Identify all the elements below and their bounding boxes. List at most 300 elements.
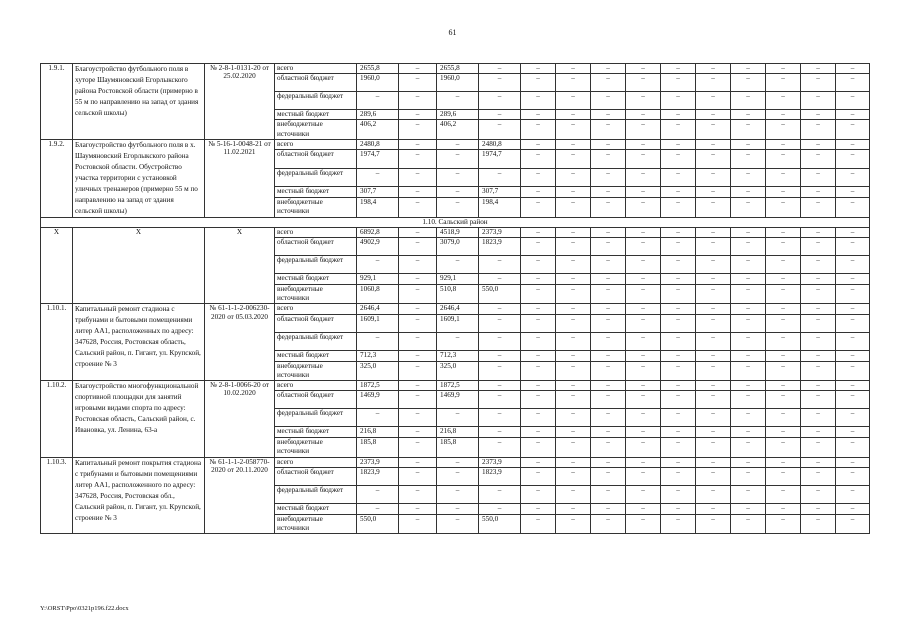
value-cell: – — [479, 438, 521, 457]
value-cell: – — [661, 92, 696, 110]
value-cell: – — [556, 74, 591, 92]
value-cell: – — [437, 409, 479, 427]
value-cell: – — [521, 514, 556, 533]
value-cell: 185,8 — [357, 438, 399, 457]
value-cell: – — [399, 256, 437, 274]
value-cell: – — [661, 64, 696, 74]
value-cell: – — [556, 238, 591, 256]
value-cell: – — [626, 438, 661, 457]
value-cell: – — [591, 438, 626, 457]
value-cell: – — [696, 350, 731, 361]
value-cell: – — [836, 314, 870, 332]
value-cell: 1974,7 — [357, 150, 399, 169]
value-cell: – — [801, 110, 836, 120]
value-cell: – — [801, 187, 836, 197]
funding-source: федеральный бюджет — [275, 409, 357, 427]
value-cell: – — [479, 391, 521, 409]
value-cell: – — [661, 314, 696, 332]
value-cell: – — [661, 427, 696, 438]
value-cell: – — [766, 187, 801, 197]
value-cell: – — [731, 391, 766, 409]
value-cell: – — [766, 197, 801, 217]
value-cell: – — [556, 514, 591, 533]
value-cell: 550,0 — [479, 285, 521, 304]
value-cell: – — [801, 197, 836, 217]
value-cell: – — [521, 64, 556, 74]
value-cell: – — [731, 438, 766, 457]
value-cell: – — [836, 256, 870, 274]
value-cell: – — [556, 438, 591, 457]
value-cell: – — [591, 187, 626, 197]
value-cell: – — [399, 74, 437, 92]
value-cell: – — [696, 120, 731, 139]
value-cell: – — [696, 514, 731, 533]
value-cell: – — [661, 139, 696, 149]
funding-source: местный бюджет — [275, 427, 357, 438]
value-cell: – — [591, 238, 626, 256]
value-cell: – — [556, 187, 591, 197]
value-cell: – — [661, 168, 696, 187]
value-cell: – — [556, 485, 591, 503]
value-cell: – — [626, 110, 661, 120]
value-cell: – — [801, 314, 836, 332]
value-cell: – — [731, 256, 766, 274]
value-cell: – — [521, 150, 556, 169]
item-name: Х — [73, 227, 205, 304]
value-cell: – — [591, 304, 626, 314]
value-cell: – — [357, 409, 399, 427]
value-cell: – — [556, 92, 591, 110]
value-cell: 2655,8 — [357, 64, 399, 74]
value-cell: – — [766, 227, 801, 237]
value-cell: 6892,8 — [357, 227, 399, 237]
value-cell: – — [556, 110, 591, 120]
value-cell: – — [399, 503, 437, 514]
value-cell: – — [357, 256, 399, 274]
value-cell: – — [521, 467, 556, 485]
row-number: 1.10.2. — [41, 381, 73, 458]
funding-source: внебюджетные источники — [275, 361, 357, 380]
value-cell: – — [731, 485, 766, 503]
value-cell: – — [766, 110, 801, 120]
value-cell: – — [626, 314, 661, 332]
value-cell: – — [766, 485, 801, 503]
value-cell: – — [801, 485, 836, 503]
item-name: Благоустройство футбольного поля в хуторе Шаумяновский Егорлыкского района Ростовской области (примерно в 55 м по направлению на запад от здания сельской школы) — [73, 64, 205, 140]
value-cell: – — [801, 503, 836, 514]
value-cell: – — [696, 74, 731, 92]
value-cell: – — [696, 457, 731, 467]
document-ref: № 61-1-1-2-058770-2020 от 20.11.2020 — [205, 457, 275, 534]
table-row — [41, 457, 870, 467]
value-cell: – — [591, 381, 626, 391]
value-cell: – — [696, 187, 731, 197]
value-cell: 550,0 — [479, 514, 521, 533]
value-cell: – — [357, 168, 399, 187]
value-cell: – — [437, 168, 479, 187]
funding-source: областной бюджет — [275, 238, 357, 256]
value-cell: – — [591, 485, 626, 503]
value-cell: – — [696, 92, 731, 110]
funding-source: областной бюджет — [275, 74, 357, 92]
value-cell: – — [801, 274, 836, 285]
value-cell: – — [556, 197, 591, 217]
value-cell: – — [556, 467, 591, 485]
funding-source: федеральный бюджет — [275, 256, 357, 274]
value-cell: – — [626, 304, 661, 314]
value-cell: – — [836, 350, 870, 361]
value-cell: – — [521, 314, 556, 332]
value-cell: 2655,8 — [437, 64, 479, 74]
value-cell: – — [766, 503, 801, 514]
value-cell: – — [696, 314, 731, 332]
value-cell: – — [661, 438, 696, 457]
document-ref: № 2-8-1-0131-20 от 25.02.2020 — [205, 64, 275, 140]
value-cell: – — [399, 361, 437, 380]
value-cell: 4902,9 — [357, 238, 399, 256]
value-cell: – — [399, 457, 437, 467]
table-row — [41, 381, 870, 391]
value-cell: 1060,8 — [357, 285, 399, 304]
value-cell: – — [399, 304, 437, 314]
value-cell: – — [591, 514, 626, 533]
funding-source: местный бюджет — [275, 274, 357, 285]
value-cell: – — [521, 381, 556, 391]
value-cell: – — [556, 150, 591, 169]
value-cell: – — [591, 314, 626, 332]
funding-source: федеральный бюджет — [275, 92, 357, 110]
value-cell: – — [556, 139, 591, 149]
value-cell: – — [591, 120, 626, 139]
value-cell: – — [836, 391, 870, 409]
value-cell: – — [521, 350, 556, 361]
value-cell: – — [357, 92, 399, 110]
value-cell: – — [731, 74, 766, 92]
page-number: 61 — [448, 28, 457, 37]
value-cell: – — [801, 285, 836, 304]
value-cell: – — [696, 381, 731, 391]
value-cell: – — [591, 391, 626, 409]
value-cell: – — [696, 438, 731, 457]
value-cell: – — [766, 438, 801, 457]
value-cell: – — [591, 64, 626, 74]
value-cell: – — [766, 120, 801, 139]
value-cell: – — [479, 485, 521, 503]
value-cell: – — [731, 150, 766, 169]
value-cell: – — [521, 391, 556, 409]
value-cell: – — [801, 139, 836, 149]
value-cell: – — [661, 274, 696, 285]
value-cell: – — [479, 381, 521, 391]
value-cell: – — [479, 168, 521, 187]
value-cell: – — [626, 381, 661, 391]
row-number: 1.10.3. — [41, 457, 73, 534]
value-cell: – — [836, 168, 870, 187]
value-cell: – — [626, 485, 661, 503]
value-cell: – — [591, 285, 626, 304]
value-cell: – — [766, 238, 801, 256]
value-cell: 712,3 — [357, 350, 399, 361]
value-cell: – — [801, 256, 836, 274]
value-cell: – — [399, 438, 437, 457]
value-cell: 2480,8 — [479, 139, 521, 149]
value-cell: – — [661, 256, 696, 274]
value-cell: – — [801, 514, 836, 533]
funding-source: областной бюджет — [275, 391, 357, 409]
value-cell: 307,7 — [479, 187, 521, 197]
funding-table — [40, 63, 870, 534]
value-cell: – — [731, 238, 766, 256]
item-name: Капитальный ремонт стадиона с трибунами и бытовыми помещениями литер АА1, расположенных по адресу: 347628, Россия, Ростовская область, Сальский район, п. Гигант, ул. Крупской, строение № 3 — [73, 304, 205, 381]
value-cell: – — [591, 503, 626, 514]
value-cell: – — [521, 120, 556, 139]
value-cell: – — [437, 485, 479, 503]
value-cell: – — [626, 457, 661, 467]
value-cell: 289,6 — [357, 110, 399, 120]
value-cell: – — [731, 427, 766, 438]
value-cell: – — [626, 467, 661, 485]
value-cell: – — [731, 274, 766, 285]
funding-source: областной бюджет — [275, 467, 357, 485]
funding-source: внебюджетные источники — [275, 197, 357, 217]
value-cell: – — [521, 304, 556, 314]
value-cell: 2373,9 — [357, 457, 399, 467]
funding-source: всего — [275, 457, 357, 467]
value-cell: – — [696, 238, 731, 256]
value-cell: – — [836, 227, 870, 237]
value-cell: – — [399, 285, 437, 304]
value-cell: – — [556, 409, 591, 427]
value-cell: – — [591, 110, 626, 120]
value-cell: 1872,5 — [437, 381, 479, 391]
value-cell: – — [801, 409, 836, 427]
value-cell: – — [479, 350, 521, 361]
value-cell: – — [437, 187, 479, 197]
value-cell: – — [801, 381, 836, 391]
value-cell: – — [731, 514, 766, 533]
value-cell: – — [836, 150, 870, 169]
value-cell: – — [591, 361, 626, 380]
value-cell: – — [766, 150, 801, 169]
value-cell: – — [591, 467, 626, 485]
value-cell: – — [766, 139, 801, 149]
funding-source: местный бюджет — [275, 110, 357, 120]
value-cell: 216,8 — [357, 427, 399, 438]
value-cell: – — [556, 391, 591, 409]
value-cell: – — [836, 110, 870, 120]
value-cell: – — [696, 503, 731, 514]
value-cell: – — [766, 381, 801, 391]
value-cell: – — [836, 381, 870, 391]
value-cell: – — [696, 274, 731, 285]
value-cell: – — [661, 381, 696, 391]
value-cell: – — [591, 332, 626, 350]
value-cell: – — [556, 457, 591, 467]
value-cell: – — [556, 503, 591, 514]
value-cell: – — [836, 514, 870, 533]
value-cell: – — [836, 427, 870, 438]
value-cell: – — [661, 361, 696, 380]
value-cell: – — [731, 304, 766, 314]
value-cell: – — [437, 503, 479, 514]
value-cell: – — [591, 74, 626, 92]
value-cell: – — [661, 285, 696, 304]
value-cell: 406,2 — [437, 120, 479, 139]
value-cell: – — [591, 227, 626, 237]
value-cell: – — [766, 304, 801, 314]
value-cell: – — [521, 438, 556, 457]
value-cell: – — [801, 150, 836, 169]
value-cell: – — [696, 64, 731, 74]
value-cell: – — [836, 92, 870, 110]
value-cell: – — [661, 467, 696, 485]
funding-source: внебюджетные источники — [275, 120, 357, 139]
value-cell: 406,2 — [357, 120, 399, 139]
value-cell: – — [801, 350, 836, 361]
funding-source: федеральный бюджет — [275, 168, 357, 187]
value-cell: – — [661, 485, 696, 503]
value-cell: 307,7 — [357, 187, 399, 197]
value-cell: – — [696, 150, 731, 169]
value-cell: – — [399, 514, 437, 533]
value-cell: – — [479, 64, 521, 74]
value-cell: – — [731, 503, 766, 514]
value-cell: 929,1 — [357, 274, 399, 285]
value-cell: – — [836, 457, 870, 467]
value-cell: – — [696, 391, 731, 409]
value-cell: – — [731, 409, 766, 427]
value-cell: 2373,9 — [479, 457, 521, 467]
value-cell: – — [626, 409, 661, 427]
table-row — [41, 139, 870, 149]
value-cell: – — [479, 256, 521, 274]
value-cell: 2646,4 — [437, 304, 479, 314]
value-cell: 216,8 — [437, 427, 479, 438]
table-row — [41, 304, 870, 314]
value-cell: – — [696, 485, 731, 503]
value-cell: – — [766, 256, 801, 274]
value-cell: – — [626, 503, 661, 514]
value-cell: – — [626, 64, 661, 74]
value-cell: – — [626, 150, 661, 169]
funding-source: внебюджетные источники — [275, 285, 357, 304]
value-cell: 1609,1 — [437, 314, 479, 332]
value-cell: – — [626, 391, 661, 409]
document-ref: № 2-8-1-0066-20 от 10.02.2020 — [205, 381, 275, 458]
value-cell: – — [696, 110, 731, 120]
value-cell: – — [479, 503, 521, 514]
value-cell: – — [626, 120, 661, 139]
value-cell: – — [591, 139, 626, 149]
value-cell: – — [626, 332, 661, 350]
value-cell: – — [626, 168, 661, 187]
value-cell: – — [479, 92, 521, 110]
value-cell: – — [521, 503, 556, 514]
value-cell: – — [766, 391, 801, 409]
value-cell: – — [556, 168, 591, 187]
value-cell: – — [766, 314, 801, 332]
value-cell: 1960,0 — [437, 74, 479, 92]
value-cell: – — [626, 238, 661, 256]
value-cell: – — [556, 227, 591, 237]
value-cell: – — [661, 391, 696, 409]
value-cell: – — [731, 187, 766, 197]
value-cell: – — [591, 168, 626, 187]
value-cell: – — [556, 285, 591, 304]
section-title: 1.10. Сальский район — [41, 217, 870, 227]
value-cell: – — [521, 168, 556, 187]
value-cell: – — [399, 227, 437, 237]
value-cell: – — [357, 332, 399, 350]
value-cell: 2646,4 — [357, 304, 399, 314]
value-cell: – — [696, 427, 731, 438]
value-cell: – — [696, 285, 731, 304]
value-cell: – — [836, 285, 870, 304]
value-cell: – — [626, 274, 661, 285]
value-cell: 325,0 — [437, 361, 479, 380]
value-cell: – — [766, 92, 801, 110]
value-cell: 550,0 — [357, 514, 399, 533]
footer-file-path: Y:\ORST\Ppo\0321p196.f22.docx — [40, 605, 129, 612]
value-cell: – — [661, 238, 696, 256]
value-cell: – — [591, 92, 626, 110]
value-cell: – — [696, 139, 731, 149]
value-cell: – — [696, 197, 731, 217]
value-cell: 198,4 — [357, 197, 399, 217]
value-cell: – — [591, 274, 626, 285]
value-cell: – — [399, 467, 437, 485]
value-cell: – — [479, 274, 521, 285]
value-cell: – — [556, 120, 591, 139]
value-cell: – — [399, 197, 437, 217]
value-cell: – — [731, 381, 766, 391]
funding-source: внебюджетные источники — [275, 514, 357, 533]
value-cell: 185,8 — [437, 438, 479, 457]
value-cell: – — [836, 64, 870, 74]
value-cell: – — [591, 150, 626, 169]
value-cell: – — [731, 110, 766, 120]
value-cell: – — [626, 427, 661, 438]
value-cell: – — [556, 381, 591, 391]
value-cell: – — [731, 457, 766, 467]
value-cell: – — [836, 197, 870, 217]
value-cell: – — [556, 314, 591, 332]
value-cell: – — [696, 168, 731, 187]
value-cell: – — [661, 74, 696, 92]
value-cell: – — [836, 274, 870, 285]
value-cell: – — [626, 285, 661, 304]
value-cell: – — [661, 120, 696, 139]
value-cell: – — [521, 227, 556, 237]
value-cell: – — [399, 274, 437, 285]
value-cell: – — [521, 274, 556, 285]
value-cell: – — [521, 457, 556, 467]
value-cell: – — [479, 361, 521, 380]
value-cell: – — [479, 304, 521, 314]
item-name: Капитальный ремонт покрытия стадиона с трибунами и бытовыми помещениями литер АА1, расположенного по адресу: 347628, Россия, Ростовская обл., Сальский район, п. Гигант, ул. Крупской, строение № 3 — [73, 457, 205, 534]
value-cell: – — [437, 92, 479, 110]
value-cell: – — [801, 427, 836, 438]
value-cell: – — [661, 227, 696, 237]
value-cell: – — [521, 110, 556, 120]
value-cell: – — [836, 304, 870, 314]
value-cell: – — [696, 304, 731, 314]
value-cell: 1469,9 — [437, 391, 479, 409]
value-cell: 3079,0 — [437, 238, 479, 256]
value-cell: – — [437, 514, 479, 533]
value-cell: – — [399, 350, 437, 361]
row-number: 1.10.1. — [41, 304, 73, 381]
